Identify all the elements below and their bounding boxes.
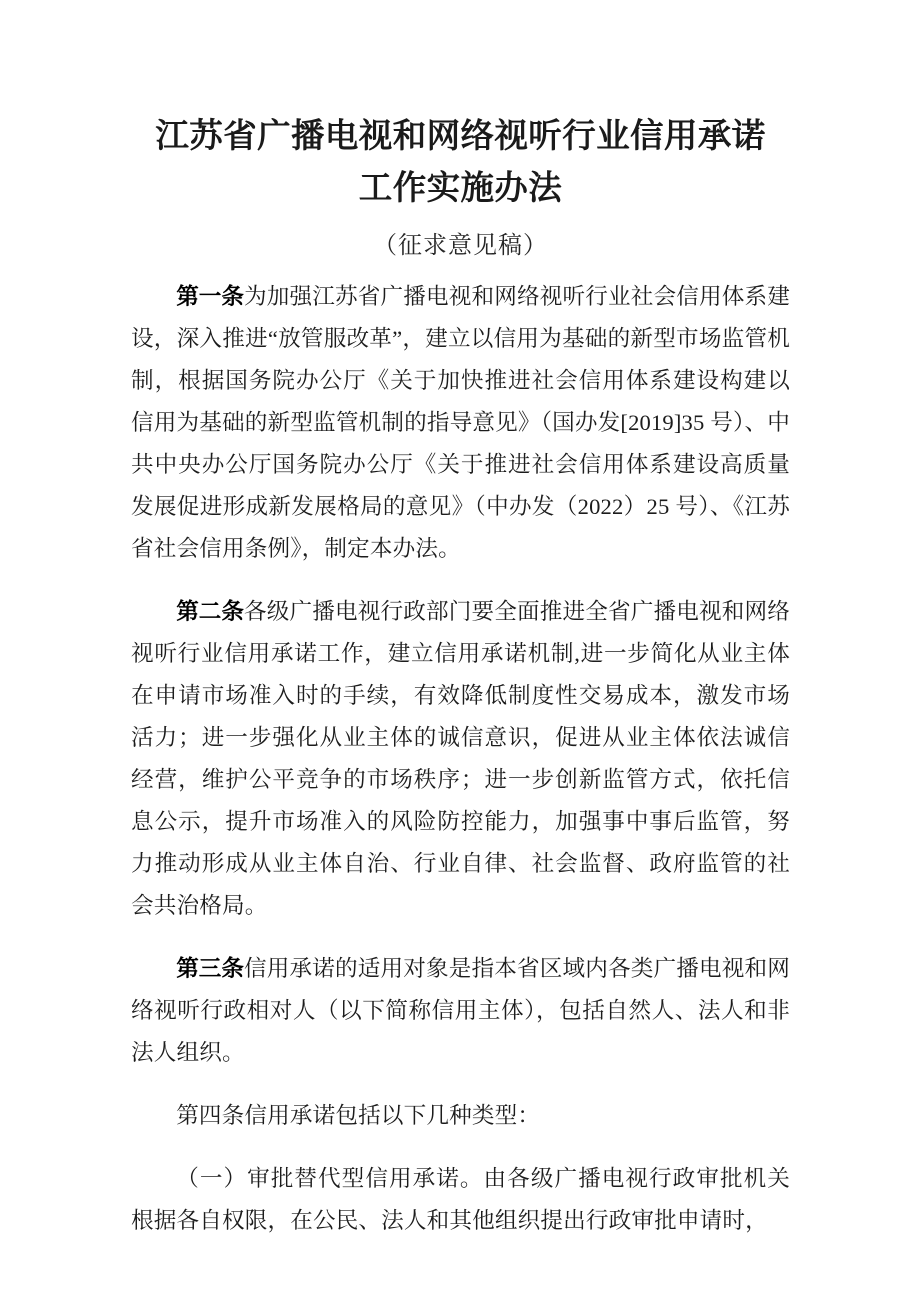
document-title-block [131, 111, 790, 215]
paragraph-article-4 [131, 1095, 790, 1137]
article-text-2: 各级广播电视行政部门要全面推进全省广播电视和网络视听行业信用承诺工作，建立信用承诺机制,进一步简化从业主体在申请市场准入时的手续，有效降低制度性交易成本，激发市场活力；进一步强化从业主体的诚信意识，促进从业主体依法诚信经营，维护公平竞争的市场秩序；进一步创新监管方式，依托信息公示，提升市场准入的风险防控能力，加强事中事后监管，努力推动形成从业主体自治、行业自律、社会监督、政府监管的社会共治格局。 [131, 599, 791, 918]
document-subtitle-block [131, 228, 790, 264]
paragraph-article-3 [131, 948, 790, 1074]
article-label-1: 第一条 [176, 284, 244, 309]
article-text-1: 为加强江苏省广播电视和网络视听行业社会信用体系建设，深入推进“放管服改革”，建立以信用为基础的新型市场监管机制，根据国务院办公厅《关于加快推进社会信用体系建设构建以信用为基础的新型监管机制的指导意见》（国办发[2019]35 号）、中共中央办公厅国务院办公厅《关于推进社会信用体系建设高质量发展促进形成新发展格局的意见》（中办发（2022）25 号）、《江苏省社会信用条例》，制定本办法。 [131, 284, 791, 561]
paragraph-item-1 [131, 1158, 790, 1242]
page-title [131, 111, 790, 215]
document-subtitle: （征求意见稿） [373, 233, 548, 259]
document-body [131, 276, 790, 1242]
article-text-4: 信用承诺包括以下几种类型： [244, 1103, 541, 1128]
article-label-2: 第二条 [176, 599, 244, 624]
article-label-3: 第三条 [176, 956, 244, 981]
article-label-4: 第四条 [176, 1103, 245, 1128]
paragraph-article-2 [131, 591, 790, 927]
paragraph-article-1 [131, 276, 790, 570]
title-line-2: 工作实施办法 [358, 170, 563, 207]
article-text-3: 信用承诺的适用对象是指本省区域内各类广播电视和网络视听行政相对人（以下简称信用主体），包括自然人、法人和非法人组织。 [131, 956, 791, 1065]
title-line-1: 江苏省广播电视和网络视听行业信用承诺 [155, 118, 766, 155]
item-text-1: （一）审批替代型信用承诺。由各级广播电视行政审批机关根据各自权限，在公民、法人和其他组织提出行政审批申请时， [131, 1166, 790, 1233]
